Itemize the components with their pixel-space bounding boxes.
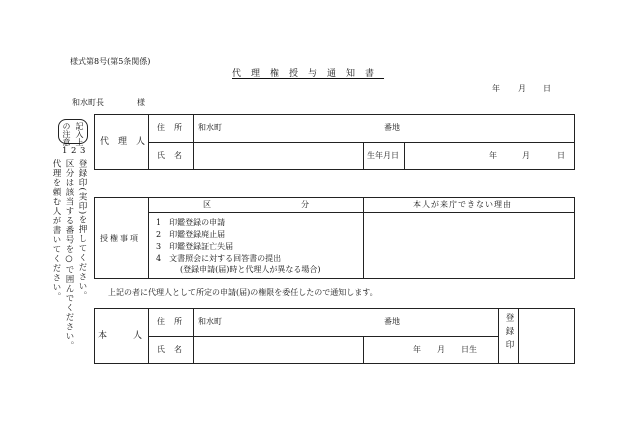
principal-town: 和水町: [198, 317, 222, 326]
note-2-number: 2: [71, 146, 77, 156]
reason-header: 本人が来庁できない理由: [413, 200, 512, 209]
notes-heading: [60, 122, 86, 146]
agent-dob-divider-right: [404, 142, 405, 170]
agent-dob-label: 生年月日: [367, 151, 399, 160]
principal-address-label: 住所: [157, 317, 191, 326]
note-1-number: 1: [62, 146, 68, 156]
delegation-statement: 上記の者に代理人として所定の申請(届)の権限を委任したので通知します。: [108, 288, 378, 297]
agent-dob-year: 年: [489, 151, 497, 160]
principal-birth-divider: [363, 336, 364, 364]
authority-label-divider: [148, 197, 149, 279]
addressee-honorific: 様: [137, 98, 145, 107]
notes-heading-line-1: 記入上: [75, 122, 84, 146]
principal-birth-date: 年 月 日生: [413, 345, 477, 354]
note-3-number: 3: [80, 146, 86, 156]
principal-banchi: 番地: [384, 317, 400, 326]
page-title: 代理権授与通知書: [232, 69, 385, 79]
agent-field-divider: [193, 114, 194, 170]
agent-banchi: 番地: [384, 123, 400, 132]
note-3-text: 代理を頼む人が書いてください。: [51, 159, 61, 302]
principal-field-divider: [193, 308, 194, 364]
agent-dob-month: 月: [522, 151, 530, 160]
principal-label: 本人: [98, 331, 169, 341]
agent-name-label: 氏名: [157, 151, 191, 160]
authority-reason-divider: [363, 197, 364, 279]
agent-dob-day: 日: [557, 151, 565, 160]
authority-item-2: 2 印鑑登録廃止届: [156, 230, 226, 239]
authority-header-divider: [148, 212, 575, 213]
authority-item-4: 4 文書照会に対する回答書の提出: [156, 254, 282, 263]
seal-stamp-area[interactable]: [519, 309, 574, 363]
addressee: 和水町長: [72, 98, 104, 107]
agent-town: 和水町: [198, 123, 222, 132]
principal-row-divider: [148, 336, 498, 337]
agent-address-label: 住所: [157, 123, 191, 132]
principal-seal-divider-left: [498, 308, 499, 364]
notes-heading-line-2: の注意: [62, 122, 71, 146]
date-day-label: 日: [543, 84, 551, 93]
agent-row-divider: [148, 142, 575, 143]
authority-item-3: 3 印鑑登録証亡失届: [156, 242, 234, 251]
agent-label: 代理人: [100, 137, 155, 147]
agent-dob-divider-left: [363, 142, 364, 170]
note-1-text: 登録印(実印)を押してください。: [77, 159, 87, 301]
date-year-label: 年: [492, 84, 500, 93]
form-number: 様式第8号(第5条関係): [70, 57, 151, 66]
authority-item-1: 1 印鑑登録の申請: [156, 218, 226, 227]
principal-name-label: 氏名: [157, 345, 191, 354]
registered-seal-label: 登録印: [504, 313, 514, 354]
category-header: 区分: [203, 200, 399, 209]
authority-label: 授権事項: [100, 234, 140, 243]
date-month-label: 月: [518, 84, 526, 93]
notes-body: [51, 159, 88, 351]
note-2-text: 区分は該当する番号を○で囲んでください。: [64, 159, 74, 351]
authority-item-4-note: (登録申請(届)時と代理人が異なる場合): [180, 265, 321, 274]
